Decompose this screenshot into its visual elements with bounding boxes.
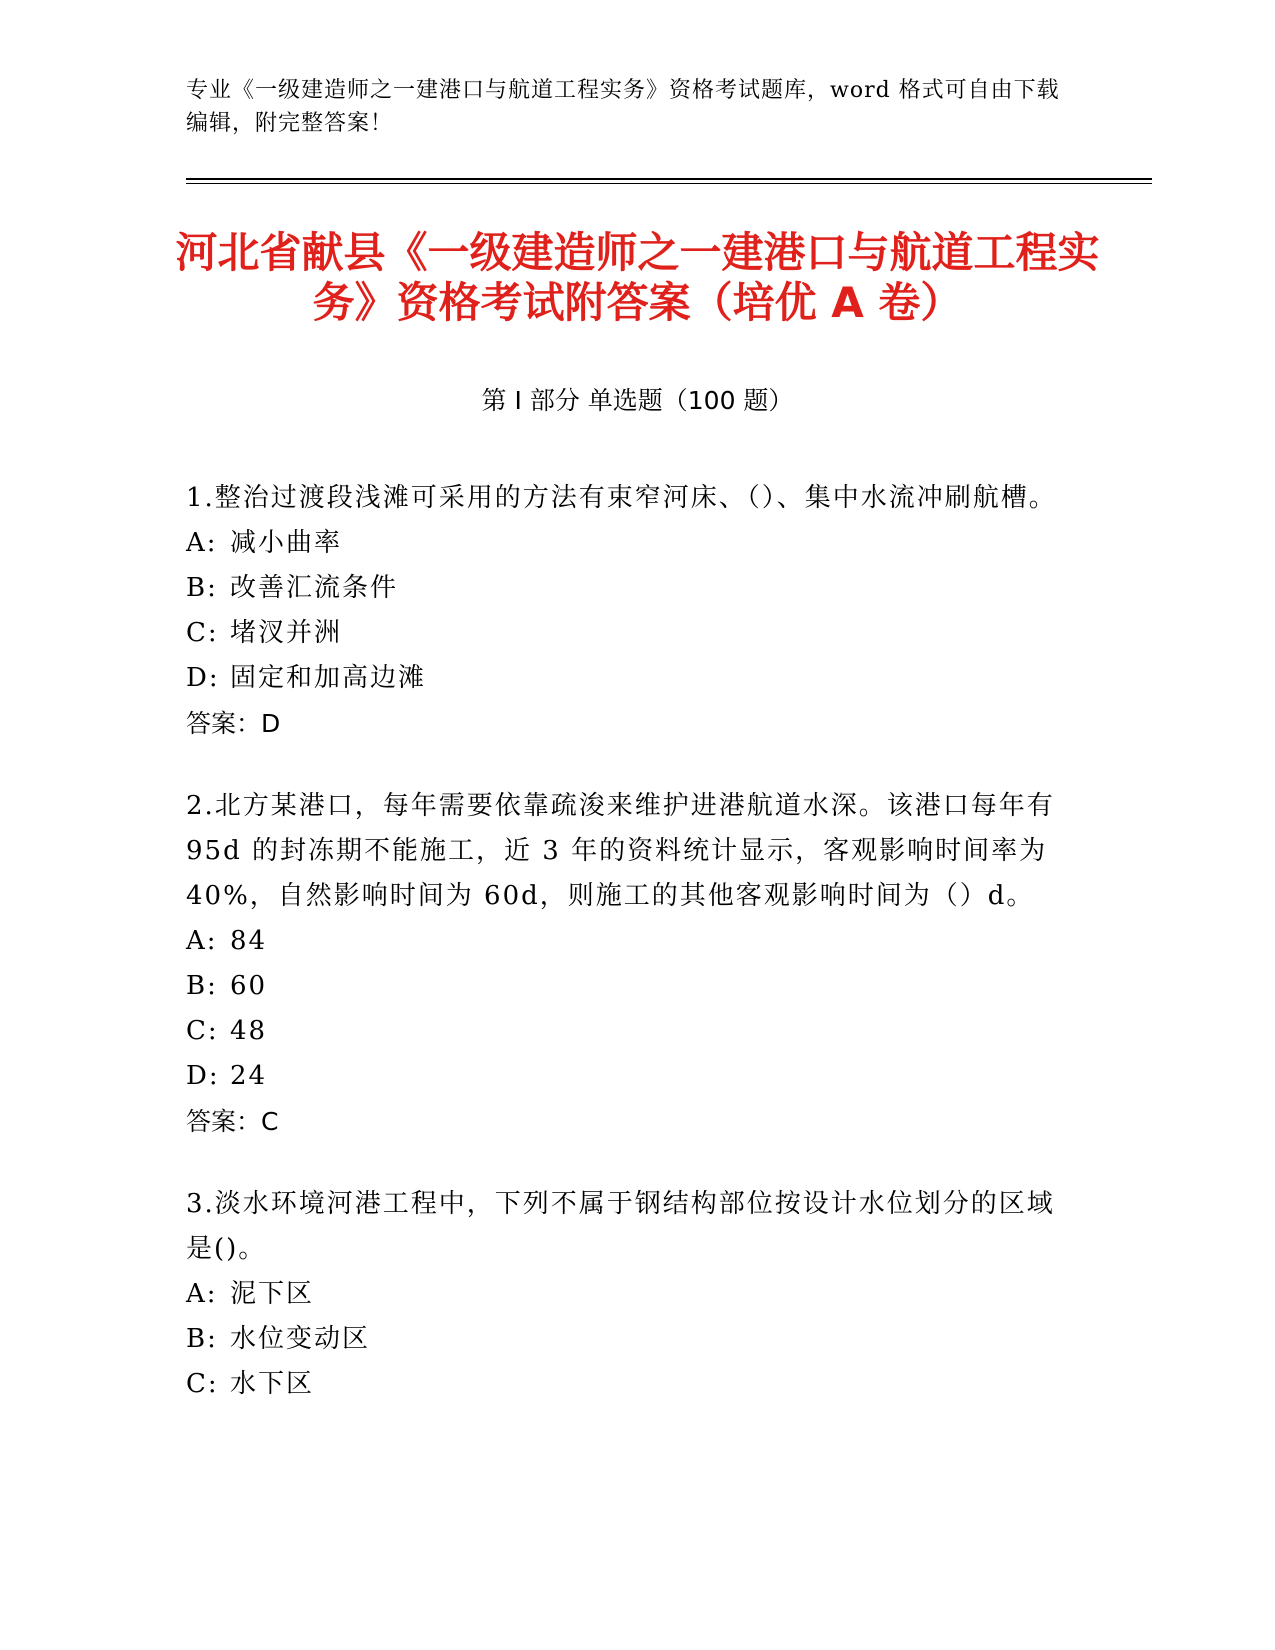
option-text: 固定和加高边滩 — [230, 663, 427, 693]
option-d — [186, 656, 1066, 701]
question-stem: 1.整治过渡段浅滩可采用的方法有束窄河床、（）、集中水流冲刷航槽。 — [186, 483, 1057, 513]
option-d — [186, 1054, 1066, 1099]
option-a — [186, 1272, 1066, 1317]
option-b — [186, 1317, 1066, 1362]
question-2 — [186, 784, 1066, 1144]
question-stem: 2.北方某港口，每年需要依靠疏浚来维护进港航道水深。该港口每年有 95d 的封冻期不能施工，近 3 年的资料统计显示，客观影响时间率为 40%，自然影响时间为 60d，则施工的其他客观影响时间为（）d。 — [186, 791, 1055, 911]
answer: 答案：C — [186, 1107, 279, 1136]
option-b — [186, 964, 1066, 1009]
option-text: 水下区 — [230, 1369, 315, 1399]
option-key: A: — [186, 926, 218, 956]
option-text: 泥下区 — [230, 1279, 315, 1309]
option-text: 24 — [230, 1061, 268, 1091]
section-title: 第 I 部分 单选题（100 题） — [481, 386, 794, 415]
option-text: 84 — [230, 926, 268, 956]
option-text: 减小曲率 — [230, 528, 343, 558]
option-b — [186, 566, 1066, 611]
option-key: B: — [186, 1324, 218, 1354]
option-key: C: — [186, 1016, 219, 1046]
option-key: A: — [186, 528, 218, 558]
option-key: B: — [186, 971, 218, 1001]
option-text: 60 — [230, 971, 268, 1001]
option-c — [186, 1362, 1066, 1407]
option-key: B: — [186, 573, 218, 603]
option-c — [186, 1009, 1066, 1054]
header-note: 专业《一级建造师之一建港口与航道工程实务》资格考试题库，word 格式可自由下载编辑，附完整答案！ — [186, 78, 1060, 136]
option-key: D: — [186, 663, 220, 693]
option-text: 48 — [230, 1016, 268, 1046]
option-text: 堵汊并洲 — [230, 618, 343, 648]
option-key: A: — [186, 1279, 218, 1309]
option-c — [186, 611, 1066, 656]
option-key: D: — [186, 1061, 220, 1091]
document-title: 河北省献县《一级建造师之一建港口与航道工程实务》资格考试附答案（培优 A 卷） — [175, 228, 1100, 327]
option-text: 水位变动区 — [230, 1324, 371, 1354]
answer: 答案：D — [186, 709, 281, 738]
question-list — [186, 476, 1066, 1445]
header-rule-thin — [186, 183, 1152, 184]
question-3 — [186, 1182, 1066, 1407]
option-a — [186, 919, 1066, 964]
option-key: C: — [186, 618, 219, 648]
question-1 — [186, 476, 1066, 746]
option-text: 改善汇流条件 — [230, 573, 399, 603]
header-rule-thick — [186, 178, 1152, 180]
question-stem: 3.淡水环境河港工程中，下列不属于钢结构部位按设计水位划分的区域是()。 — [186, 1189, 1055, 1264]
option-a — [186, 521, 1066, 566]
option-key: C: — [186, 1369, 219, 1399]
